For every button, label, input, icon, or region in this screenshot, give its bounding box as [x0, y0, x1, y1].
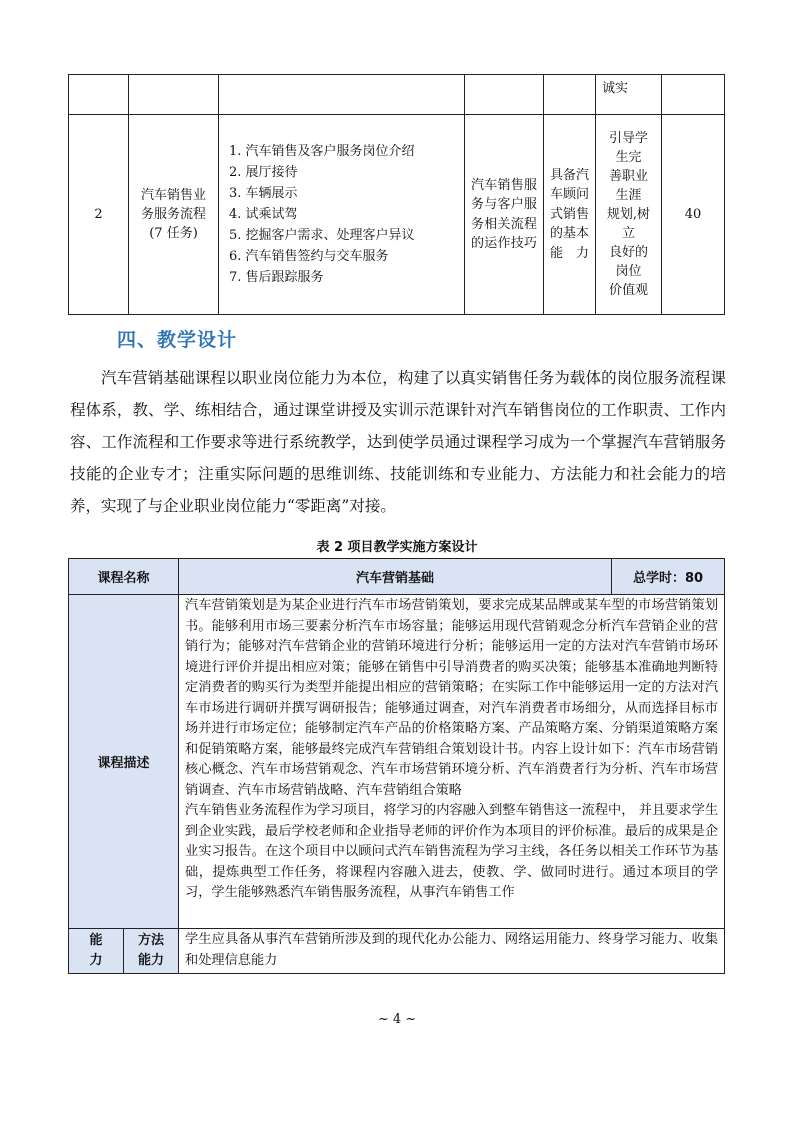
task-item: 3. 车辆展示 [229, 186, 298, 201]
project-name-line: (7 任务) [149, 226, 198, 241]
quality-line: 生完 [615, 150, 642, 165]
method-label-line: 方法 [138, 933, 165, 948]
table-cell [596, 75, 662, 115]
course-name-value: 汽车营销基础 [179, 559, 612, 595]
course-name-label: 课程名称 [69, 559, 179, 595]
row-number: 2 [69, 115, 129, 315]
description-paragraph: 汽车营销策划是为某企业进行汽车市场营销策划，要求完成某品牌或某车型的市场营销策划书。能够利用市场三要素分析汽车市场容量；能够运用现代营销观念分析汽车营销企业的营销行为；能够对汽车营销企业的营销环境进行分析；能够运用一定的方法对汽车营销市场环境进行评价并提出相应对策；能够在销售中引导消费者的购买决策；能够基本准确地判断特定消费者的购买行为类型并能提出相应的营销策略；在实际工作中能够运用一定的方法对汽车市场进行调研并撰写调研报告；能够通过调查，对汽车消费者市场细分，从而选择目标市场并进行市场定位；能够制定汽车产品的价格策略方案、产品策略方案、分销渠道策略方案和促销策略方案，能够最终完成汽车营销组合策划设计书。内容上设计如下：汽车市场营销核心概念、汽车市场营销观念、汽车市场营销环境分析、汽车消费者行为分析、汽车市场营销调查、汽车市场营销战略、汽车营销组合策略 [185, 598, 719, 798]
table-cell [219, 75, 465, 115]
ability-label-line: 能 [89, 933, 103, 948]
table-row [69, 559, 725, 595]
quality-line: 引导学 [608, 131, 648, 146]
quality-line: 岗位 [615, 264, 642, 279]
task-item: 5. 挖掘客户需求、处理客户异议 [229, 228, 415, 243]
knowledge-cell [465, 115, 544, 315]
ability-cell [544, 115, 596, 315]
quality-line: 生涯 [615, 188, 642, 203]
table-row [69, 595, 725, 929]
project-name-line: 汽车销售业 [140, 188, 206, 203]
total-hours: 总学时：80 [612, 559, 725, 595]
table-row [69, 115, 725, 315]
project-name-cell [129, 115, 219, 315]
task-item: 1. 汽车销售及客户服务岗位介绍 [229, 144, 415, 159]
quality-line: 价值观 [608, 283, 648, 298]
course-description [179, 595, 725, 929]
quality-cell [596, 115, 662, 315]
quality-line: 良好的 [608, 245, 648, 260]
quality-line: 立 [621, 226, 635, 241]
task-item: 6. 汽车销售签约与交车服务 [229, 249, 389, 264]
method-ability-text: 学生应具备从事汽车营销所涉及到的现代化办公能力、网络运用能力、终身学习能力、收集和处理信息能力 [179, 929, 725, 974]
ability-label [69, 929, 124, 974]
table-cell [129, 75, 219, 115]
section-title: 四、教学设计 [117, 329, 238, 351]
table-cell [69, 75, 129, 115]
task-list-cell [219, 115, 465, 315]
table-cell [465, 75, 544, 115]
ability-label-line: 力 [89, 953, 103, 968]
task-item: 2. 展厅接待 [229, 165, 298, 180]
body-paragraph: 汽车营销基础课程以职业岗位能力为本位，构建了以真实销售任务为载体的岗位服务流程课程体系，教、学、练相结合，通过课堂讲授及实训示范课针对汽车销售岗位的工作职责、工作内容、工作流程和工作要求等进行系统教学，达到使学员通过课程学习成为一个掌握汽车营销服务技能的企业专才；注重实际问题的思维训练、技能训练和专业能力、方法能力和社会能力的培养，实现了与企业职业岗位能力“零距离”对接。 [70, 369, 726, 515]
curriculum-table [68, 74, 725, 315]
knowledge-text: 汽车销售服务与客户服务相关流程的运作技巧 [471, 177, 537, 251]
project-name-line: 务服务流程 [140, 207, 206, 222]
hours-cell: 40 [662, 115, 725, 315]
table-row [69, 929, 725, 974]
page-number: ~ 4 ~ [377, 1012, 417, 1027]
method-label-line: 能力 [138, 953, 165, 968]
task-item: 4. 试乘试驾 [229, 207, 298, 222]
course-description-label: 课程描述 [69, 595, 179, 929]
description-paragraph: 汽车销售业务流程作为学习项目，将学习的内容融入到整车销售这一流程中， 并且要求学生到企业实践，最后学校老师和企业指导老师的评价作为本项目的评价标准。最后的成果是企业实习报告。在这个项目中以顾问式汽车销售流程为学习主线，各任务以相关工作环节为基础，提炼典型工作任务，将课程内容融入进去，使教、学、做同时进行。通过本项目的学习，学生能够熟悉汽车销售服务流程，从事汽车销售工作 [185, 803, 719, 900]
ability-text: 具备汽车顾问式销售的基本能力 [550, 167, 590, 261]
table-row [69, 75, 725, 115]
quality-line: 规划,树 [606, 207, 651, 222]
table-cell [662, 75, 725, 115]
table-caption: 表 2 项目教学实施方案设计 [316, 540, 478, 555]
table-cell [544, 75, 596, 115]
quality-text: 诚实 [602, 81, 629, 96]
method-ability-label [124, 929, 179, 974]
teaching-plan-table [68, 558, 725, 974]
task-item: 7. 售后跟踪服务 [229, 270, 324, 285]
quality-line: 善职业 [608, 169, 648, 184]
